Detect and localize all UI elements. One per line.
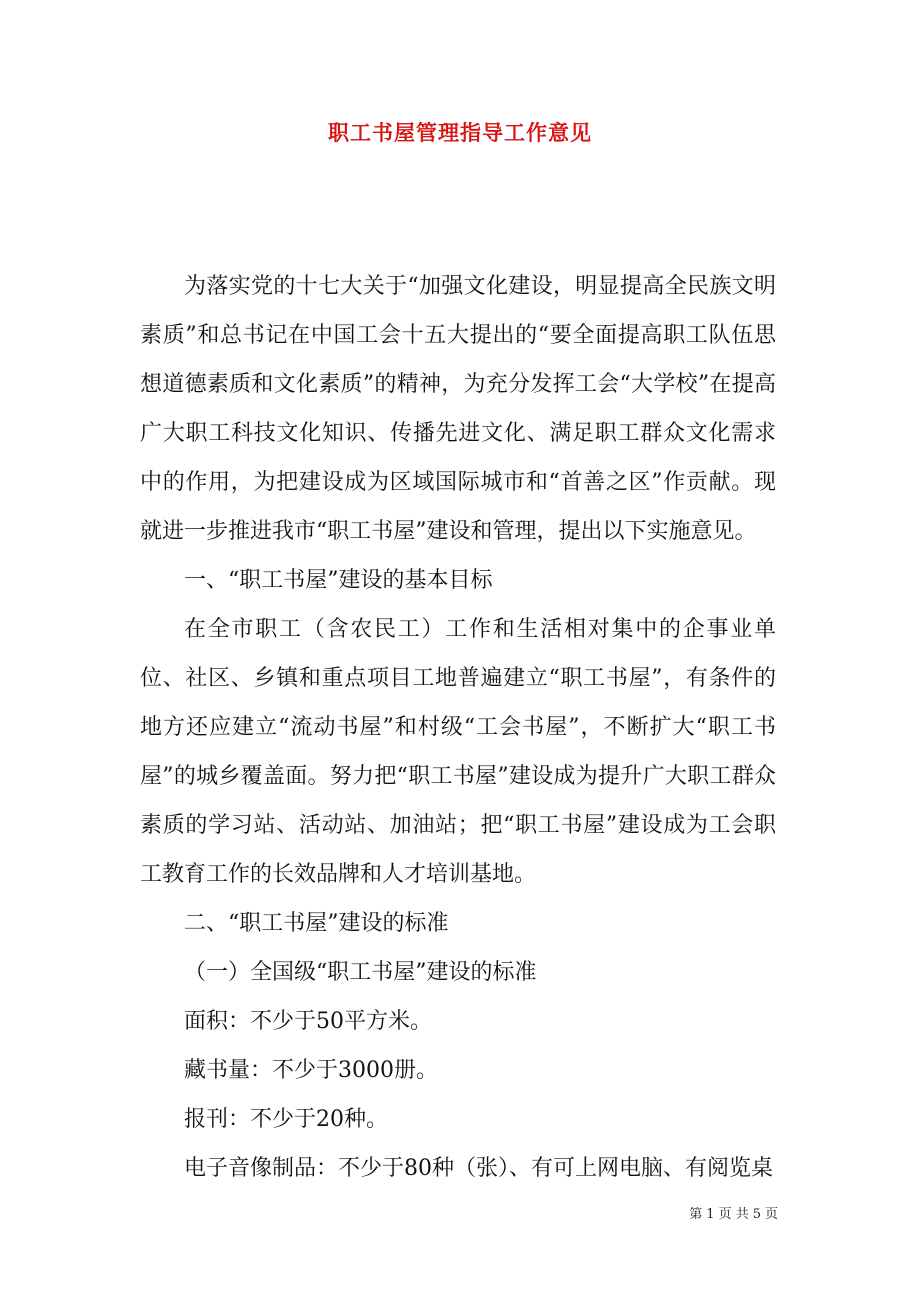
section-heading-2: 二、“职工书屋”建设的标准 bbox=[184, 911, 449, 936]
page-footer bbox=[687, 1206, 780, 1224]
intro-paragraph: 为落实党的十七大关于“加强文化建设，明显提高全民族文明素质”和总书记在中国工会十五大提出的“要全面提高职工队伍思想道德素质和文化素质”的精神，为充分发挥工会“大学校”在提高广大职工科技文化知识、传播先进文化、满足职工群众文化需求中的作用，为把建设成为区域国际城市和“首善之区”作贡献。现就进一步推进我市“职工书屋”建设和管理，提出以下实施意见。 bbox=[140, 274, 776, 544]
section-heading-1: 一、“职工书屋”建设的基本目标 bbox=[184, 568, 493, 593]
subsection-heading-1: （一）全国级“职工书屋”建设的标准 bbox=[184, 960, 537, 985]
document-body bbox=[140, 262, 776, 1193]
page-suffix: 页 bbox=[764, 1207, 778, 1222]
standard-periodicals: 报刊：不少于20种。 bbox=[184, 1107, 388, 1132]
total-pages: 5 bbox=[752, 1207, 761, 1222]
standard-electronic: 电子音像制品：不少于80种（张）、有可上网电脑、有阅览桌 bbox=[184, 1156, 773, 1181]
page-prefix: 第 bbox=[689, 1207, 703, 1222]
page-number: 1 bbox=[706, 1207, 715, 1222]
goal-paragraph: 在全市职工（含农民工）工作和生活相对集中的企事业单位、社区、乡镇和重点项目工地普遍建立“职工书屋”，有条件的地方还应建立“流动书屋”和村级“工会书屋”，不断扩大“职工书屋”的城乡覆盖面。努力把“职工书屋”建设成为提升广大职工群众素质的学习站、活动站、加油站；把“职工书屋”建设成为工会职工教育工作的长效品牌和人才培训基地。 bbox=[140, 617, 776, 887]
page-middle: 页 共 bbox=[718, 1207, 749, 1222]
document-title: 职工书屋管理指导工作意见 bbox=[328, 120, 592, 145]
standard-area: 面积：不少于50平方米。 bbox=[184, 1009, 432, 1034]
standard-books: 藏书量：不少于3000册。 bbox=[184, 1058, 438, 1083]
